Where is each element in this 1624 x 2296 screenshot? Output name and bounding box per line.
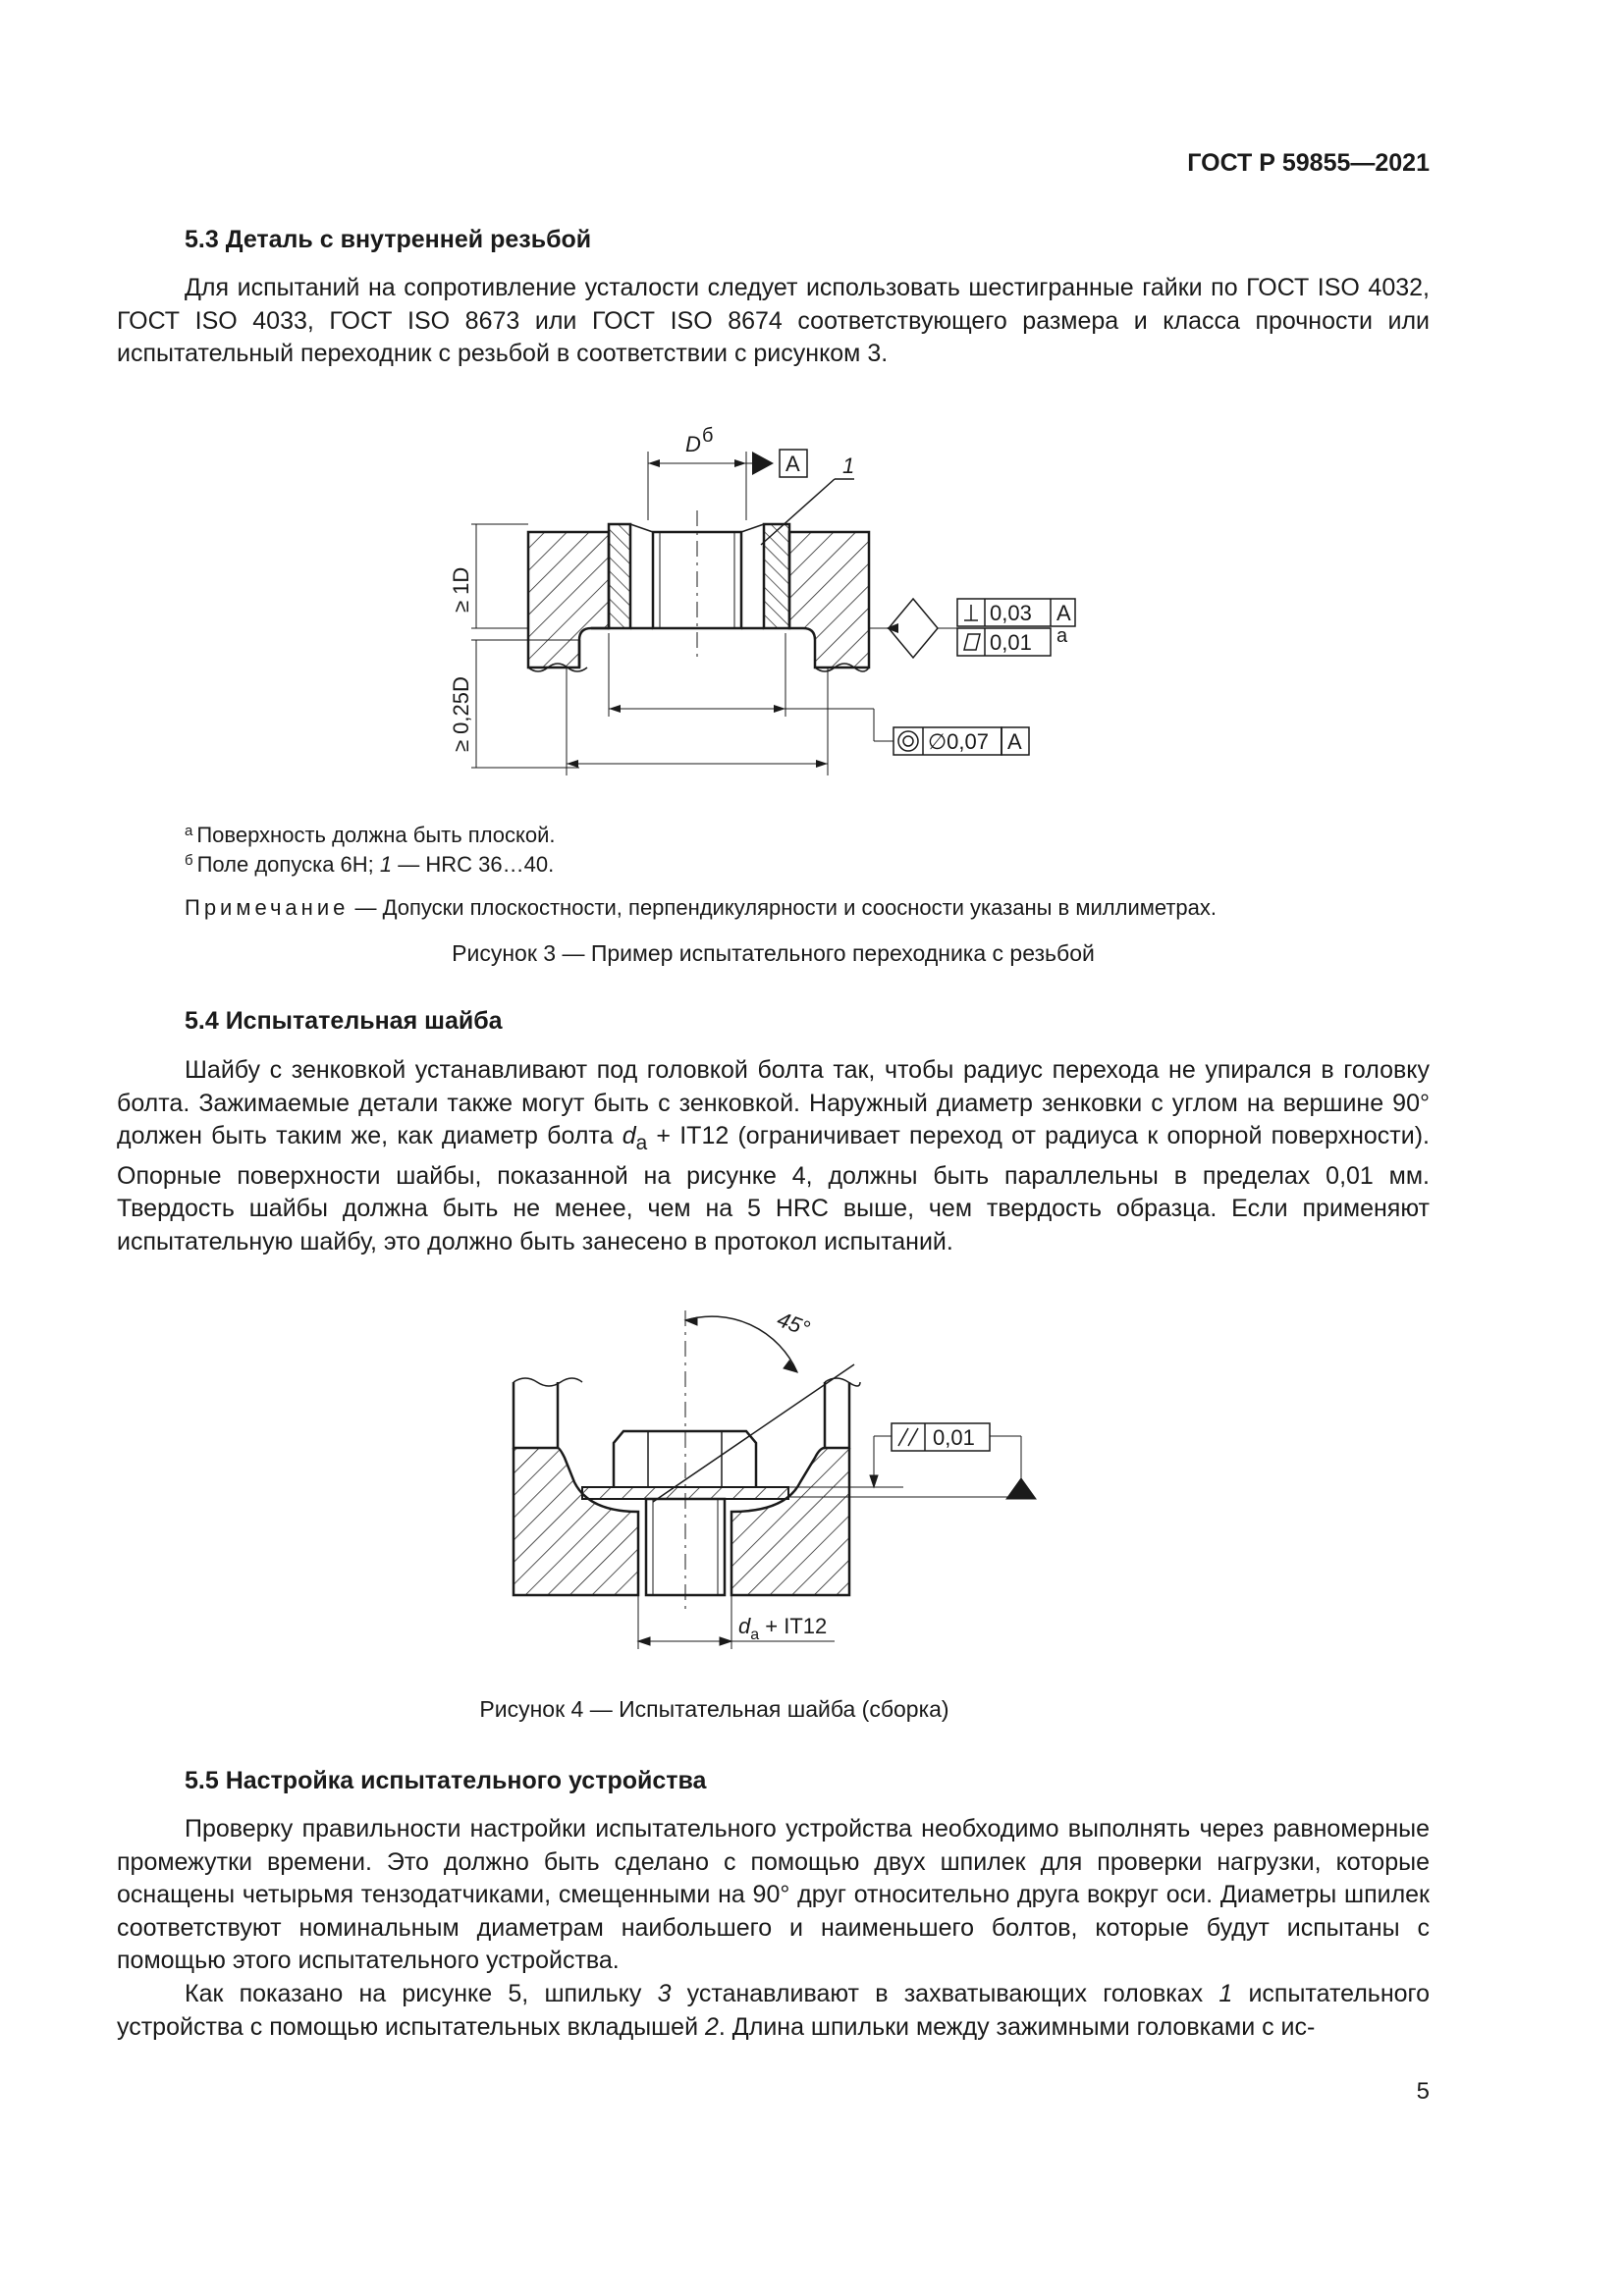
tol-flat-value: 0,01 (990, 630, 1032, 655)
section-5-5-text (117, 1813, 1430, 2044)
tol-coax-value: ∅0,07 (928, 729, 989, 754)
tol-perp-ref: A (1056, 601, 1071, 625)
body-left (528, 532, 609, 667)
paragraph: Проверку правильности настройки испытательного устройства необходимо выполнять через равномерные промежутки времени. Это должно быть сделано с помощью двух шпилек для проверки нагрузки, которые оснащены четырьмя тензодатчиками, смещенными на 90° друг относительно друга вокруг оси. Диаметры шпилек соответствуют номинальным диаметрам наибольшего и наименьшего болтов, которые будут испытаны с помощью этого испытательного устройства. (117, 1815, 1430, 1975)
item-1-label: 1 (842, 454, 855, 478)
figure-3-caption: Рисунок 3 — Пример испытательного переходника с резьбой (452, 940, 1095, 966)
body-right (789, 532, 869, 667)
section-5-4-title: 5.4 Испытательная шайба (185, 1007, 503, 1035)
label-d: D (685, 432, 701, 456)
section-5-3-text (117, 272, 1430, 371)
dim-1d-label: ≥ 1D (449, 566, 473, 613)
tol-perp-value: 0,03 (990, 601, 1032, 625)
section-5-4-text (117, 1054, 1430, 1259)
footnote-a: $^а$ Поверхность должна быть плоской. (185, 823, 556, 847)
figure-4-caption: Рисунок 4 — Испытательная шайба (сборка) (479, 1696, 949, 1722)
insert-left (609, 524, 630, 628)
page-number: 5 (1416, 2078, 1430, 2105)
paragraph: Шайбу с зенковкой устанавливают под головкой болта так, чтобы радиус перехода не упирался в головку болта. Зажимаемые детали также могут быть с зенковкой. Наружный диаметр зенковки с углом на вершине 90° должен быть таким же, как диаметр болта $d_a + IT12$ (ограничивает переход от радиуса к опорной поверхности). Опорные поверхности шайбы, показанной на рисунке 4, должны быть параллельны в пределах 0,01 мм. Твердость шайбы должна быть не менее, чем на 5 HRC выше, чем твердость образца. Если применяют испытательную шайбу, это должно быть занесено в протокол испытаний. (117, 1056, 1430, 1255)
figure-3-note: Примечание — Допуски плоскостности, перпендикулярности и соосности указаны в миллиметрах. (185, 895, 1218, 920)
footnote-b: $^б$ Поле допуска 6H; 1 — HRC 36…40. (185, 852, 555, 877)
dim-da-label: $d_a + IT12$ (738, 1614, 828, 1643)
figure-3-drawing (432, 422, 1139, 785)
dim-025d-label: ≥ 0,25D (449, 676, 473, 752)
paragraph: Как показано на рисунке 5, шпильку 3 устанавливают в захватывающих головках 1 испытательного устройства с помощью испытательных вкладышей 2. Длина шпильки между зажимными головками с ис- (117, 1979, 1430, 2041)
label-d-sup: б (702, 425, 714, 447)
figure-4-drawing (491, 1296, 1080, 1669)
tol-flat-note: a (1056, 625, 1068, 647)
angle-label: 45° (774, 1307, 814, 1342)
datum-a-label: A (785, 452, 800, 476)
insert-right (764, 524, 789, 628)
paragraph: Для испытаний на сопротивление усталости следует использовать шестигранные гайки по ГОСТ ISO 4032, ГОСТ ISO 4033, ГОСТ ISO 8673 или ГОСТ ISO 8674 соответствующего размера и класса прочности или испытательный переходник с резьбой в соответствии с рисунком 3. (117, 274, 1430, 368)
tol-coax-ref: A (1007, 729, 1022, 754)
tol-par-value: 0,01 (933, 1425, 975, 1450)
section-5-3-title: 5.3 Деталь с внутренней резьбой (185, 226, 592, 253)
section-5-5-title: 5.5 Настройка испытательного устройства (185, 1767, 707, 1794)
document-id: ГОСТ Р 59855—2021 (1187, 149, 1430, 177)
